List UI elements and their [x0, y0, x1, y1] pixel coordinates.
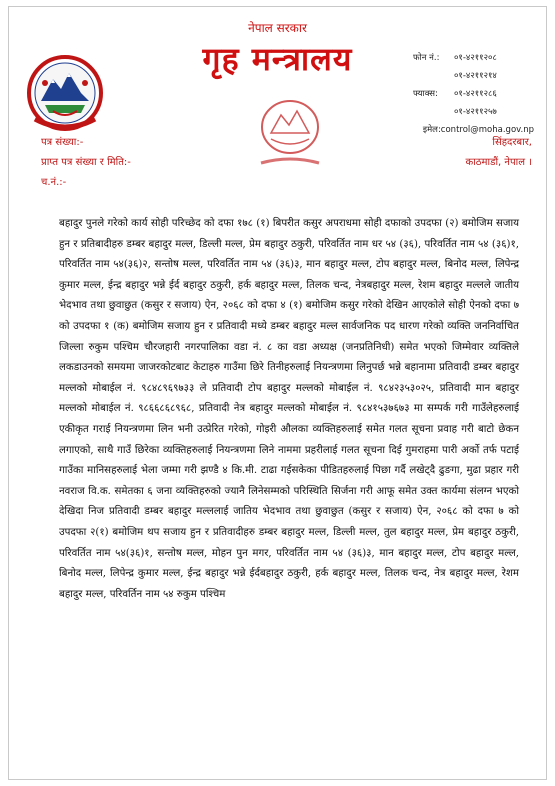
body-paragraph: बहादुर पुनले गरेको कार्य सोही परिच्छेद को दफा १७८ (१) बिपरीत कसुर अपराधमा सोही दफाको उपदफा (२) बमोजिम सजाय हुन र प्रतिबादीहरु डम्बर बहादुर मल्ल, डिल्ली मल्ल, प्रेम बहादुर ठकुरी, परिवर्तित नाम धर ५४ (३६), परिवर्तित नाम ५४ (३६)१, परिवर्तित नाम ५४(३६)२, सन्तोष मल्ल, परिवर्तित नाम ५४ (३६)३, मान बहादुर मल्ल, टोप बहादुर मल्ल, बिनोद मल्ल, लिपेन्द्र कुमार मल्ल, ईन्द्र बहादुर भन्ने ईर्द बहादुर ठकुरी, हर्क बहादुर मल्ल, तिलक चन्द, नेत्रबहादुर मल्ल, रेशम बहादुर मल्लले जातीय भेदभाव तथा छुवाछुत (कसुर र सजाय) ऐन, २०६८ को दफा ४ (१) बमोजिम कसुर गरेको देखिन आएकोले सोही ऐनको दफा ७ को उपदफा १ (क) बमोजिम सजाय हुन र प्रतिवादी मध्ये डम्बर बहादुर मल्ल सार्वजनिक पद धारण गरेको व्यक्ति जननिर्वाचित जिल्ला रुकुम पश्चिम चौरजहारी नगरपालिका वडा नं. ८ का वडा अध्यक्ष (जनप्रतिनिधी) समेत भएको जिम्मेवार व्यक्तिले लकडाउनको समयमा जाजरकोटबाट केटाहरु गाउँमा छिरे तिनीहरुलाई नियन्त्रणमा लिनुपर्छ भन्ने बहानामा प्रतिवादी डम्बर बहादुर मल्लको मोबाईल नं. ९८४८९६९७३३ ले प्रतिवादी टोप बहादुर मल्लको मोबाईल नं. ९८४२३५३०२५, प्रतिवादी मान बहादुर मल्लको मोबाईल नं. ९८६६८६८९६८, प्रतिवादी नेत्र बहादुर मल्लको मोबाईल नं. ९८४१५३७६७३ मा सम्पर्क गरी गाउँलेहरुलाई एकीकृत गराई नियन्त्रणमा लिन भनी उत्प्रेरित गरेको, गोइरी औलका व्यक्तिहरुलाई समेत गलत सूचना प्रवाह गरी बाटो छेकन लगाएको, साथै गाउँ छिरेका व्यक्तिहरुलाई नियन्त्रणमा लिने नाममा प्रहरीलाई गलत सूचना दिई गुमराहमा पारी अर्को तर्फ पटाई गाउँका मानिसहरुलाई भेला जम्मा गरी झण्डै ४ कि.मी. टाढा गईसकेका पीडितहरुलाई पिछा गर्दै लखेट्दै ढुङगा, मुढा प्रहार गरी नवराज वि.क. समेतका ६ जना व्यक्तिहरुको ज्यानै लिनेसम्मको परिस्थिति सिर्जना गरी आफू समेत उक्त कार्यमा संलग्न भएको देखिदा निज प्रतिवादी डम्बर बहादुर मल्ललाई जातिय भेदभाव तथा छुवाछुत (कसुर र सजाय) ऐन, २०६८ को दफा ७ को उपदफा २(१) बमोजिम थप सजाय हुन र प्रतिवादीहरु डम्बर बहादुर मल्ल, डिल्ली मल्ल, तुल बहादुर मल्ल, प्रेम बहादुर ठकुरी, परिवर्तित नाम ५४(३६)१, सन्तोष मल्ल, मोहन पुन मगर, परिवर्तित नाम ५४ (३६)३, मान बहादुर मल्ल, टोप बहादुर मल्ल, बिनोद मल्ल, लिपेन्द्र कुमार मल्ल, ईन्द्र बहादुर भन्ने ईर्दबहादुर ठकुरी, हर्क बहादुर मल्ल, तिलक चन्द, नेत्र बहादुर मल्ल, रेशम बहादुर मल्ल, परिवर्तिन नाम ५४ रुकुम पश्चिम: [59, 218, 519, 600]
address-block: [465, 133, 532, 173]
contact-number: ०१-४२११२०८: [454, 53, 497, 63]
address-place: सिंहदरबार,: [492, 137, 532, 148]
government-name: नेपाल सरकार: [248, 21, 307, 35]
phone-row: [413, 49, 534, 67]
contact-number: ०१-४२११२१४: [454, 71, 497, 81]
contact-number: ०१-४२११२८६: [454, 89, 497, 99]
email-address: इमेल:control@moha.gov.np: [422, 125, 534, 135]
contact-label: [413, 67, 451, 85]
phone-row: [413, 67, 534, 85]
ministry-stamp-icon: [247, 97, 333, 171]
fax-row: [413, 85, 534, 103]
contact-label: फोन नं.:: [413, 53, 440, 63]
ministry-name: गृह मन्त्रालय: [202, 40, 353, 78]
contact-label: [413, 103, 451, 121]
dispatch-number-label: च.नं.:-: [41, 177, 67, 188]
fax-row: [413, 103, 534, 121]
contact-label: फ्याक्स:: [413, 89, 438, 99]
letter-body: [59, 214, 519, 605]
received-number-date-label: प्राप्त पत्र संख्या र मिति:-: [41, 157, 131, 168]
contact-block: [413, 49, 534, 139]
address-city: काठमाडौं, नेपाल ।: [465, 157, 532, 168]
reference-block: [41, 133, 131, 193]
contact-number: ०१-४२११२५७: [454, 107, 497, 117]
letter-number-label: पत्र संख्या:-: [41, 137, 84, 148]
letter-page: [8, 6, 547, 780]
